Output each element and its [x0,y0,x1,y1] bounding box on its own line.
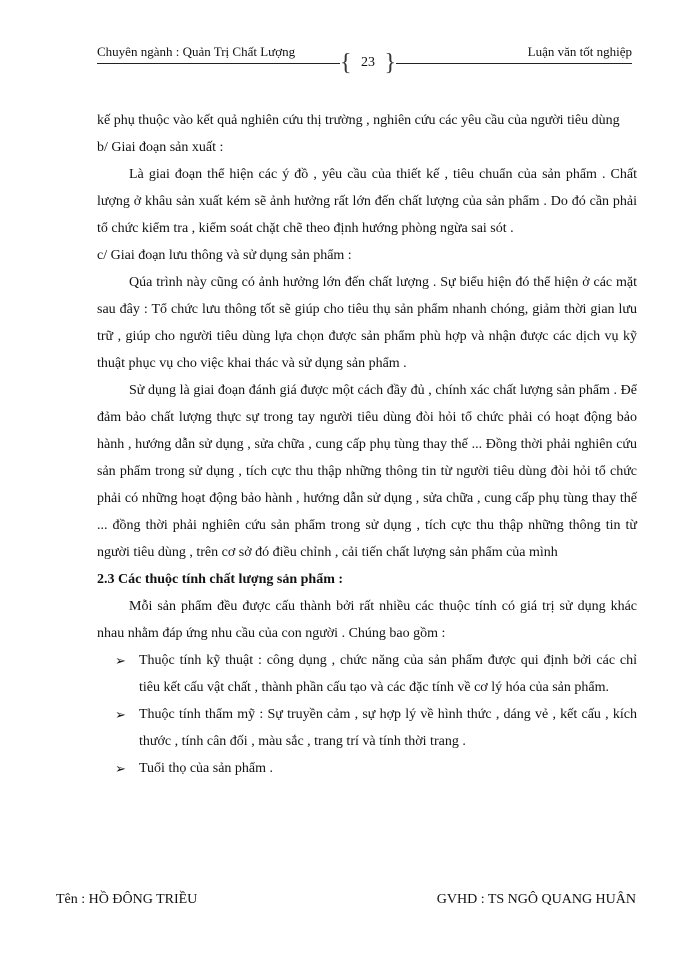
paragraph: Mỗi sản phẩm đều được cấu thành bởi rất nhiều các thuộc tính có giá trị sử dụng khác nhau nhằm đáp ứng nhu cầu của con người . Chúng bao gồm : [97,599,637,641]
author-name: Tên : HỒ ĐÔNG TRIỀU [56,892,198,907]
paragraph: Là giai đoạn thể hiện các ý đồ , yêu cầu của thiết kế , tiêu chuẩn của sản phẩm . Chất lượng ở khâu sản xuất kém sẽ ảnh hưởng rất lớn đến chất lượng của sản phẩm . Do đó cần phải tổ chức kiểm tra , kiểm soát chặt chẽ theo định hướng phòng ngừa sai sót . [97,167,637,236]
list-item [115,755,637,782]
right-brace-icon: } [384,50,396,76]
page-footer [56,892,636,908]
list-item [115,701,637,755]
list-item [115,647,637,701]
list-item-text: Thuộc tính thẩm mỹ : Sự truyền cảm , sự hợp lý về hình thức , dáng vẻ , kết cấu , kích thước , tính cân đối , màu sắc , trang trí và tính thời trang . [139,707,637,749]
page-body [97,107,637,782]
header-subject: Chuyên ngành : Quản Trị Chất Lượng [97,44,296,59]
attribute-list [97,647,637,782]
paragraph: kế phụ thuộc vào kết quả nghiên cứu thị trường , nghiên cứu các yêu cầu của người tiêu dùng [97,113,620,128]
arrow-right-icon: ➢ [115,653,126,668]
advisor-name: GVHD : TS NGÔ QUANG HUÂN [436,892,636,907]
header-document-type: Luận văn tốt nghiệp [527,44,632,59]
left-brace-icon: { [340,50,352,76]
page-number: 23 [361,55,375,70]
subsection-title: b/ Giai đoạn sản xuất : [97,140,224,155]
subsection-title: c/ Giai đoạn lưu thông và sử dụng sản phẩm : [97,248,352,263]
list-item-text: Tuổi thọ của sản phẩm . [139,761,274,776]
section-heading: 2.3 Các thuộc tính chất lượng sản phẩm : [97,572,344,587]
list-item-text: Thuộc tính kỹ thuật : công dụng , chức năng của sản phẩm được qui định bởi các chỉ tiêu kết cấu vật chất , thành phần cấu tạo và các đặc tính về cơ lý hóa của sản phẩm. [139,653,637,695]
arrow-right-icon: ➢ [115,707,126,722]
paragraph: Sử dụng là giai đoạn đánh giá được một cách đầy đủ , chính xác chất lượng sản phẩm . Để đảm bảo chất lượng thực sự trong tay người tiêu dùng đòi hỏi tổ chức phải có hoạt động bảo hành , hướng dẫn sử dụng , sửa chữa , cung cấp phụ tùng thay thế ... Đồng thời phải nghiên cứu sản phẩm trong sử dụng , tích cực thu thập những thông tin từ người tiêu dùng đòi hỏi tổ chức phải có những hoạt động bảo hành , hướng dẫn sử dụng , sửa chữa , cung cấp phụ tùng thay thế ... đồng thời phải nghiên cứu sản phẩm trong sử dụng , tích cực thu thập những thông tin từ người tiêu dùng , trên cơ sở đó điều chỉnh , cải tiến chất lượng sản phẩm của mình [97,383,637,560]
page-number-box [340,50,396,76]
arrow-right-icon: ➢ [115,761,126,776]
paragraph: Qúa trình này cũng có ảnh hưởng lớn đến chất lượng . Sự biểu hiện đó thể hiện ở các mặt sau đây : Tổ chức lưu thông tốt sẽ giúp cho tiêu thụ sản phẩm nhanh chóng, giảm thời gian lưu trữ , giúp cho người tiêu dùng lựa chọn được sản phẩm phù hợp và nhận được các dịch vụ kỹ thuật phục vụ cho việc khai thác và sử dụng sản phẩm . [97,275,637,371]
